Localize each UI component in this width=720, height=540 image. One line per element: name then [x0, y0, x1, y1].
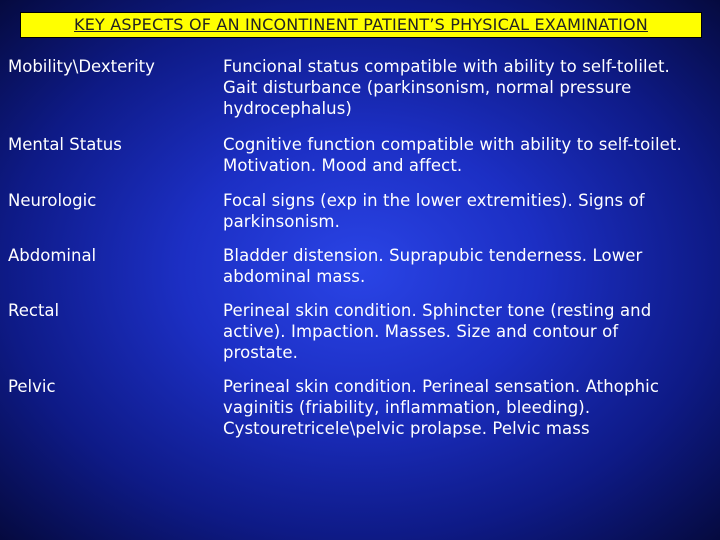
row-label: Mobility\Dexterity: [8, 57, 155, 76]
row-description: Bladder distension. Suprapubic tenderness. Lower abdominal mass.: [223, 246, 643, 286]
row-description: Perineal skin condition. Sphincter tone (resting and active). Impaction. Masses. Size and contour of prostate.: [223, 301, 652, 362]
row-description: Perineal skin condition. Perineal sensation. Athophic vaginitis (friability, inflammation, bleeding). Cystouretricele\pelvic prolapse. Pelvic mass: [223, 377, 659, 438]
row-description: Funcional status compatible with ability to self-tolilet. Gait disturbance (parkinsonism, normal pressure hydrocephalus): [223, 57, 670, 118]
row-label: Neurologic: [8, 191, 97, 210]
row-label: Rectal: [8, 301, 60, 320]
row-label: Mental Status: [8, 135, 122, 154]
row-label: Pelvic: [8, 377, 56, 396]
row-label: Abdominal: [8, 246, 97, 265]
slide-title: KEY ASPECTS OF AN INCONTINENT PATIENT’S PHYSICAL EXAMINATION: [74, 15, 648, 34]
row-description: Focal signs (exp in the lower extremities). Signs of parkinsonism.: [223, 191, 645, 231]
row-description: Cognitive function compatible with ability to self-toilet. Motivation. Mood and affect.: [223, 135, 682, 175]
